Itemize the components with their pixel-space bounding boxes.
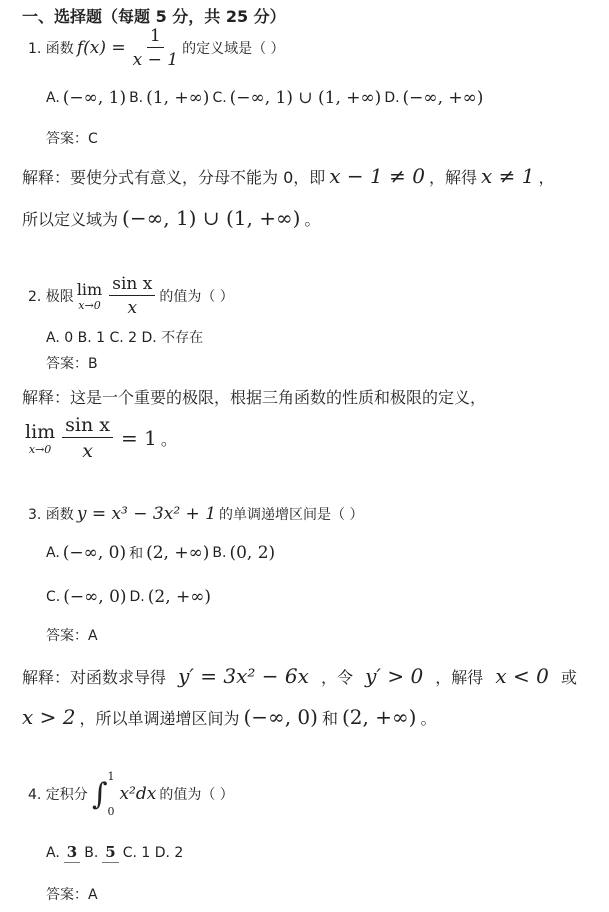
- q-tail: 的定义域是（ ）: [182, 41, 285, 57]
- q2-explanation-2: [22, 414, 177, 462]
- numerator: sin x: [109, 274, 155, 296]
- text: ，所以单调递增区间为: [79, 708, 240, 728]
- math: (2, +∞): [146, 543, 210, 563]
- options-text: C. 1 D. 2: [122, 845, 184, 861]
- lim-sub: x→0: [78, 299, 101, 312]
- q-label: 2. 极限: [28, 289, 74, 305]
- q1-options: [46, 88, 486, 108]
- option-label: C.: [212, 90, 227, 106]
- math: (2, +∞): [147, 587, 212, 607]
- q-label: 1. 函数: [28, 41, 74, 57]
- q-tail: 的值为（ ）: [159, 787, 234, 803]
- text: 。: [304, 209, 321, 229]
- text: 。: [160, 429, 177, 449]
- math: (−∞, 0): [243, 705, 318, 729]
- lower-bound: 0: [107, 805, 115, 818]
- math: y = x³ − 3x² + 1: [76, 504, 217, 524]
- option-label: B.: [129, 90, 144, 106]
- option-label: B.: [212, 545, 227, 561]
- math: (−∞, 0): [63, 587, 127, 607]
- text: 。: [420, 708, 437, 728]
- text: 所以定义域为: [22, 209, 119, 229]
- q2-options: A. 0 B. 1 C. 2 D. 不存在: [46, 330, 204, 346]
- math: x − 1 ≠ 0: [329, 164, 425, 188]
- numerator: 1: [147, 26, 164, 48]
- text: ，解得: [435, 667, 484, 687]
- fraction: [64, 843, 80, 863]
- option-label: B.: [84, 845, 99, 861]
- math: x ≠ 1: [480, 164, 535, 188]
- denominator: x − 1: [132, 50, 179, 70]
- math: = 1: [121, 426, 157, 450]
- text: 解释：要使分式有意义，分母不能为 0，即: [22, 167, 326, 187]
- option-label: A.: [46, 845, 60, 861]
- math: x²dx: [119, 784, 157, 804]
- q1-explanation-1: [22, 164, 554, 188]
- fraction: [109, 274, 155, 318]
- q-tail: 的值为（ ）: [159, 289, 234, 305]
- text: ，: [538, 167, 555, 187]
- question-2: [28, 274, 234, 318]
- lim-sub: x→0: [28, 442, 52, 456]
- math: y′ = 3x² − 6x: [178, 664, 309, 688]
- lim: lim: [25, 420, 56, 443]
- text: 和: [129, 546, 144, 562]
- q-label: 4. 定积分: [28, 787, 88, 803]
- text: 解释：对函数求导得: [22, 667, 167, 687]
- q4-answer: 答案：A: [46, 887, 98, 903]
- denominator: x: [127, 298, 138, 318]
- math: x > 2: [22, 705, 76, 729]
- q1-answer: 答案：C: [46, 131, 98, 147]
- q2-answer: 答案：B: [46, 356, 98, 372]
- limit: [77, 280, 102, 312]
- lim: lim: [76, 280, 103, 299]
- q3-options-1: [46, 543, 278, 563]
- limit: [25, 421, 55, 456]
- text: ，令: [321, 667, 354, 687]
- fraction: [62, 414, 113, 462]
- upper-bound: 1: [107, 770, 115, 783]
- math: (1, +∞): [146, 88, 210, 108]
- fraction: [102, 843, 118, 863]
- integral-bounds: [107, 770, 114, 818]
- math: (−∞, 1) ∪ (1, +∞): [229, 88, 382, 108]
- integral-sign: ∫: [91, 776, 108, 812]
- denominator: x: [82, 440, 93, 462]
- math: (0, 2): [229, 543, 276, 563]
- numerator: 3: [64, 843, 80, 863]
- q3-options-2: [46, 587, 214, 607]
- q2-explanation-1: 解释：这是一个重要的极限，根据三角函数的性质和极限的定义，: [22, 388, 487, 407]
- option-label: A.: [46, 545, 60, 561]
- math: y′ > 0: [365, 664, 424, 688]
- q3-answer: 答案：A: [46, 628, 98, 644]
- math: (2, +∞): [341, 705, 417, 729]
- math: (−∞, 0): [62, 543, 127, 563]
- question-3: [28, 504, 363, 524]
- math: x < 0: [495, 664, 549, 688]
- q-tail: 的单调递增区间是（ ）: [219, 507, 364, 523]
- math: f(x) =: [76, 38, 126, 58]
- q3-explanation-2: [22, 705, 436, 729]
- text: 和: [321, 708, 338, 728]
- q4-options: [46, 843, 183, 863]
- text: ，解得: [428, 167, 477, 187]
- text: 或: [560, 667, 577, 687]
- math: (−∞, +∞): [402, 88, 484, 108]
- option-label: C.: [46, 589, 61, 605]
- option-label: D.: [129, 589, 145, 605]
- option-label: D.: [384, 90, 400, 106]
- q1-explanation-2: [22, 206, 320, 230]
- numerator: sin x: [62, 414, 113, 438]
- question-1: [28, 26, 285, 70]
- math: (−∞, 1) ∪ (1, +∞): [122, 206, 301, 230]
- numerator: 5: [102, 843, 118, 863]
- option-label: A.: [46, 90, 60, 106]
- question-4: [28, 770, 234, 818]
- section-title: 一、选择题（每题 5 分，共 25 分）: [22, 7, 286, 26]
- fraction: [133, 26, 178, 70]
- q3-explanation-1: [22, 664, 577, 688]
- math: (−∞, 1): [62, 88, 127, 108]
- q-label: 3. 函数: [28, 507, 74, 523]
